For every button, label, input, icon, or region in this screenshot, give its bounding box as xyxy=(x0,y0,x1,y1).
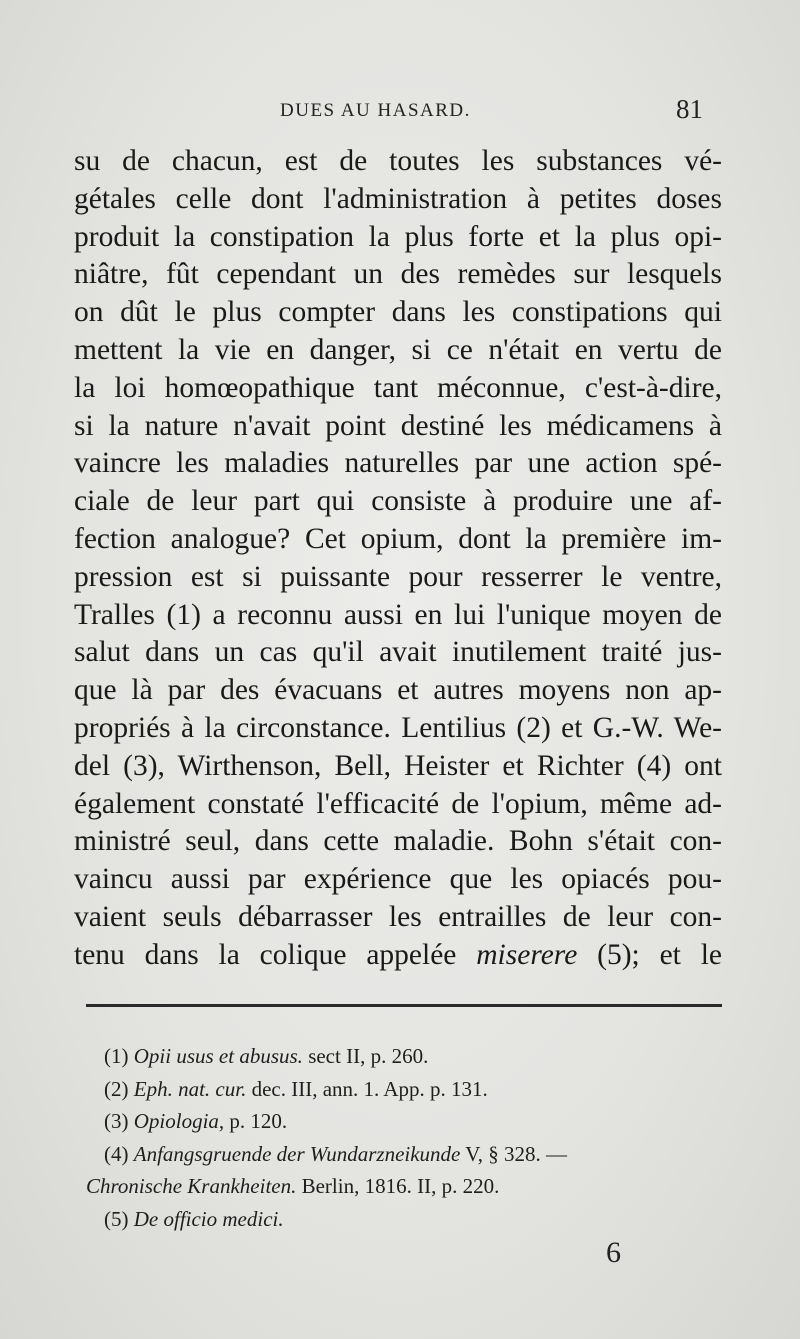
body-text xyxy=(74,143,722,975)
page-number: 81 xyxy=(676,94,703,124)
body-line: salut dans un cas qu'il avait inutilement traité jus- xyxy=(74,636,722,669)
footnote-title: Opii usus et abusus. xyxy=(133,1044,303,1068)
footnote-4 xyxy=(86,1138,726,1171)
body-line: vaient seuls débarrasser les entrailles de leur con- xyxy=(74,900,722,933)
body-line: la loi homœopathique tant méconnue, c'est-à-dire, xyxy=(74,371,722,404)
italic-term: miserere xyxy=(476,938,578,971)
body-line: tenu dans la colique appelée miserere (5); et le xyxy=(74,938,722,971)
footnotes xyxy=(86,1040,726,1235)
body-line: ciale de leur part qui consiste à produire une af- xyxy=(74,485,722,518)
body-line: également constaté l'efficacité de l'opium, même ad- xyxy=(74,787,722,820)
footnote-text: sect II, p. 260. xyxy=(302,1044,429,1068)
footnote-number: (1) xyxy=(104,1044,134,1068)
footnote-number: (2) xyxy=(104,1076,134,1101)
running-title: DUES AU HASARD. xyxy=(280,100,471,121)
body-line: on dût le plus compter dans les constipations qui xyxy=(74,296,722,329)
body-line: pression est si puissante pour resserrer le ventre, xyxy=(74,560,722,593)
body-line: gétales celle dont l'administration à petites doses xyxy=(74,182,722,215)
footnote-1 xyxy=(86,1040,726,1073)
footnote-4-continued xyxy=(86,1170,726,1203)
body-line: ministré seul, dans cette maladie. Bohn s'était con- xyxy=(74,825,722,858)
footnote-title: Anfangsgruende der Wundarzneikunde xyxy=(133,1141,461,1166)
body-line: del (3), Wirthenson, Bell, Heister et Richter (4) ont xyxy=(74,749,722,782)
signature-mark: 6 xyxy=(606,1236,621,1269)
footnote-text: , p. 120. xyxy=(218,1109,288,1133)
body-line: propriés à la circonstance. Lentilius (2) et G.-W. We- xyxy=(74,711,722,744)
body-line: vaincu aussi par expérience que les opiacés pou- xyxy=(74,863,722,896)
body-line: produit la constipation la plus forte et la plus opi- xyxy=(74,220,722,253)
footnote-title: Eph. nat. cur. xyxy=(133,1076,247,1101)
footnote-title: De officio medici. xyxy=(133,1206,284,1231)
body-line: fection analogue? Cet opium, dont la première im- xyxy=(74,522,722,555)
footnote-text: Berlin, 1816. II, p. 220. xyxy=(296,1174,500,1198)
footnote-number: (4) xyxy=(104,1141,134,1166)
footnote-text: dec. III, ann. 1. App. p. 131. xyxy=(246,1076,488,1101)
footnote-number: (5) xyxy=(104,1206,134,1231)
body-line: mettent la vie en danger, si ce n'était en vertu de xyxy=(74,333,722,366)
body-line: Tralles (1) a reconnu aussi en lui l'unique moyen de xyxy=(74,598,722,631)
footnote-number: (3) xyxy=(104,1109,134,1133)
body-line: vaincre les maladies naturelles par une action spé- xyxy=(74,447,722,480)
body-line: niâtre, fût cependant un des remèdes sur lesquels xyxy=(74,258,722,291)
footnote-5 xyxy=(86,1203,726,1236)
footnote-separator-rule xyxy=(86,1004,722,1007)
footnote-title: Opiologia xyxy=(133,1109,219,1133)
footnote-2 xyxy=(86,1073,726,1106)
body-line: su de chacun, est de toutes les substances vé- xyxy=(74,145,722,177)
footnote-title: Chronische Krankheiten. xyxy=(86,1174,297,1198)
body-line: si la nature n'avait point destiné les médicamens à xyxy=(74,409,722,442)
footnote-3 xyxy=(86,1105,726,1138)
body-line: que là par des évacuans et autres moyens non ap- xyxy=(74,674,722,707)
footnote-text: V, § 328. — xyxy=(460,1141,567,1166)
